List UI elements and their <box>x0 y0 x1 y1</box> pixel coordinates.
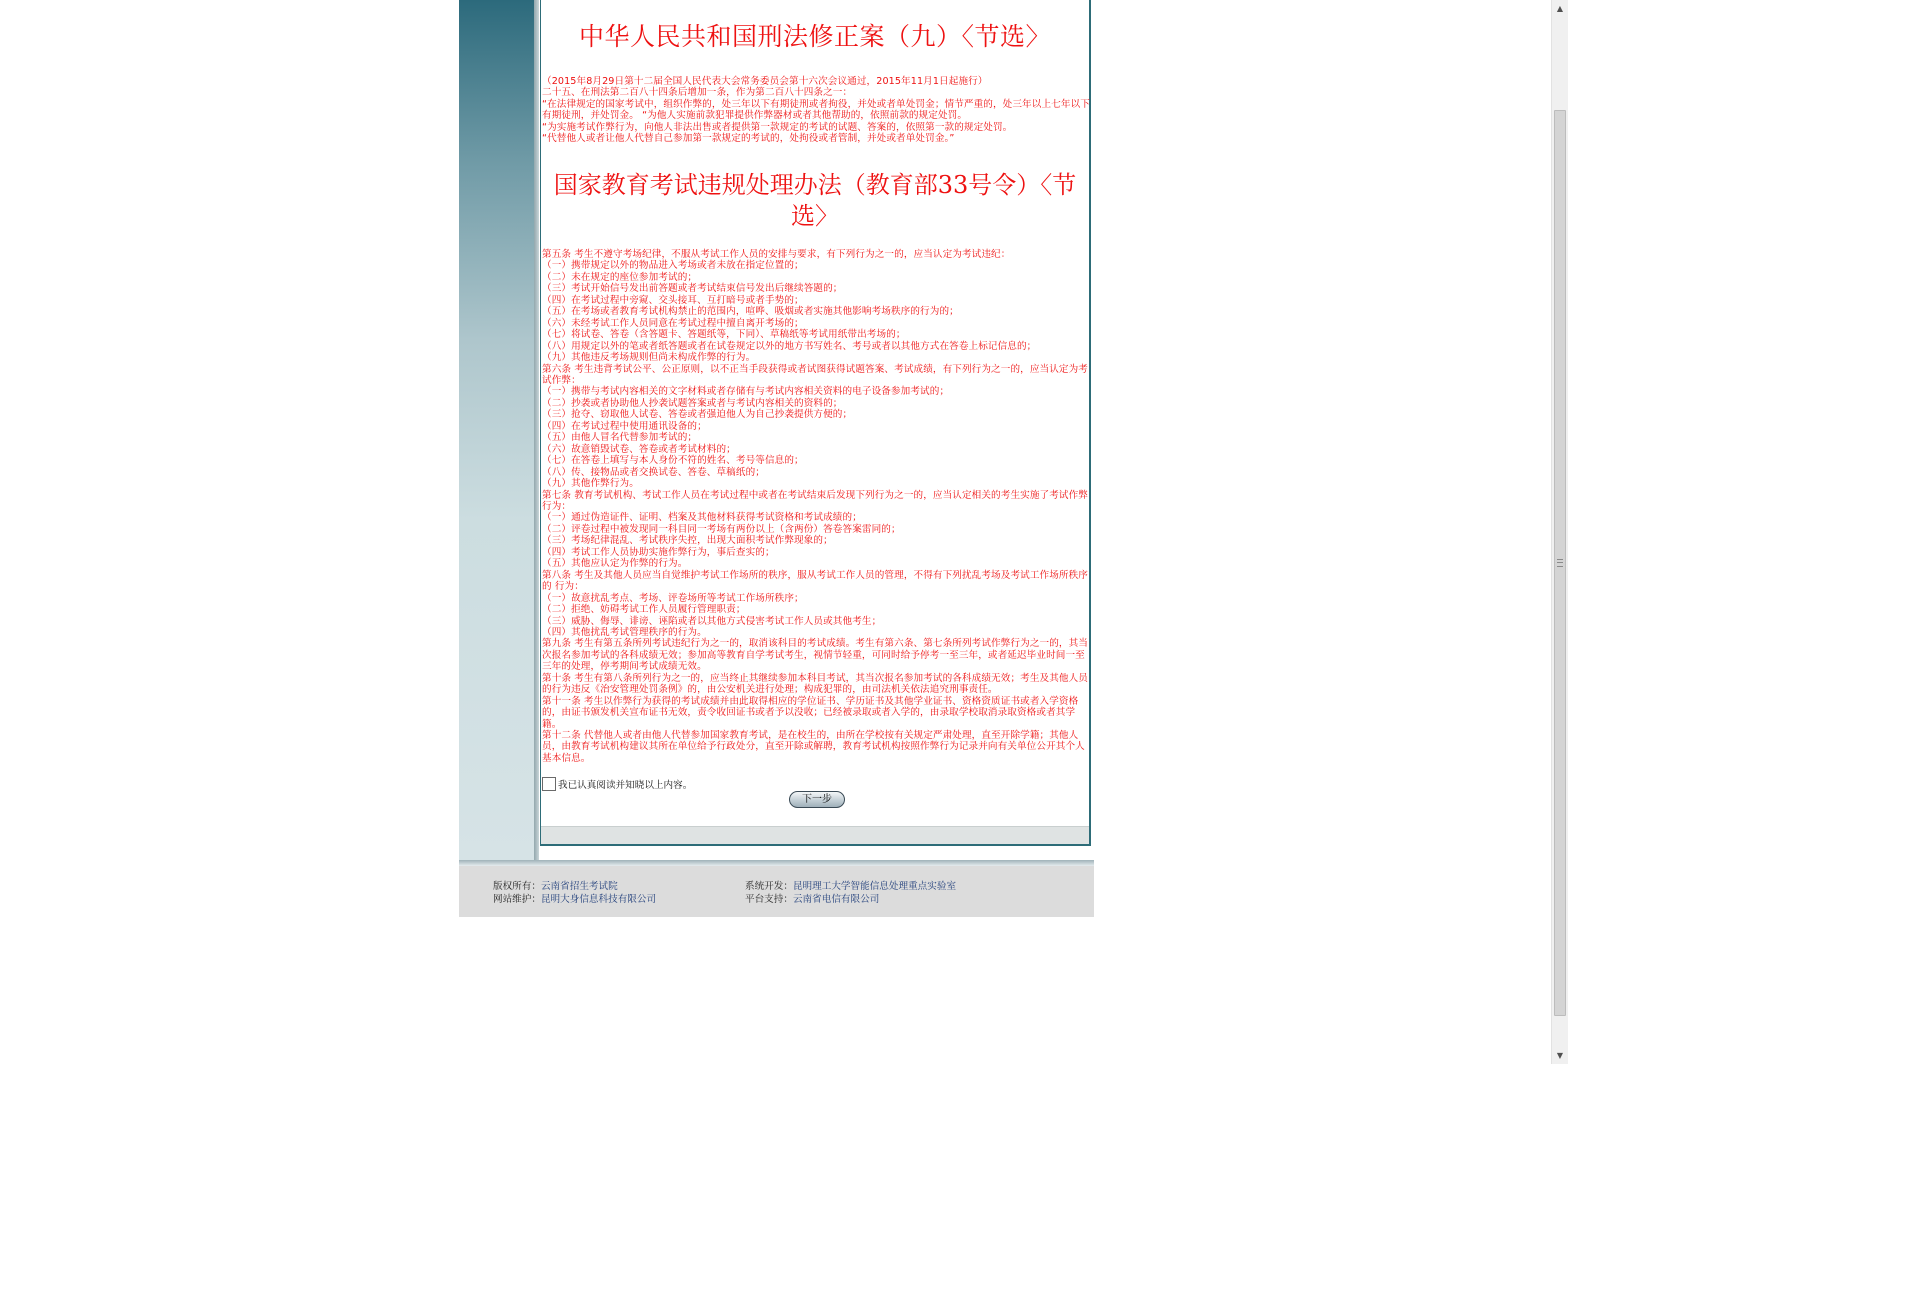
footer-platform <box>745 891 879 905</box>
rules-text-line: （三）威胁、侮辱、诽谤、诬陷或者以其他方式侵害考试工作人员或其他考生； <box>542 615 882 627</box>
left-panel-edge <box>534 0 539 860</box>
footer-platform-label: 平台支持： <box>745 894 793 905</box>
rules-text-line: （五）其他应认定为作弊的行为。 <box>542 558 688 570</box>
rules-text-line: 第十条 考生有第八条所列行为之一的，应当终止其继续参加本科目考试，其当次报名参加考试的各科成绩无效；考生及其他人员的行为违反《治安管理处罚条例》的，由公安机关进行处理；构成犯罪的，由司法机关依法追究刑事责任。 <box>542 672 1088 696</box>
rules-text-line: （九）其他违反考场规则但尚未构成作弊的行为。 <box>542 352 756 364</box>
rules-text-line: （九）其他作弊行为。 <box>542 478 639 490</box>
rules-text-line: （一）通过伪造证件、证明、档案及其他材料获得考试资格和考试成绩的； <box>542 512 862 524</box>
footer-copyright-value: 云南省招生考试院 <box>540 881 618 892</box>
rules-text-line: 第十二条 代替他人或者由他人代替参加国家教育考试，是在校生的，由所在学校按有关规定严肃处理，直至开除学籍；其他人员，由教育考试机构建议其所在单位给予行政处分，直至开除或解聘，教育考试机构按照作弊行为记录并向有关单位公开其个人基本信息。 <box>542 730 1085 764</box>
footer-copyright <box>493 878 618 892</box>
rules-text-line: （四）考试工作人员协助实施作弊行为，事后查实的； <box>542 546 775 558</box>
rules-text-line: （三）抢夺、窃取他人试卷、答卷或者强迫他人为自己抄袭提供方便的； <box>542 409 853 421</box>
law-text <box>542 76 1090 145</box>
rules-text-line: （一）故意扰乱考点、考场、评卷场所等考试工作场所秩序； <box>542 592 804 604</box>
footer-maintenance-label: 网站维护： <box>493 894 541 905</box>
rules-text-line: 第十一条 考生以作弊行为获得的考试成绩并由此取得相应的学位证书、学历证书及其他学业证书、资格资质证书或者入学资格的，由证书颁发机关宣布证书无效，责令收回证书或者予以没收；已经被录取或者入学的，由录取学校取消录取资格或者其学籍。 <box>542 695 1079 730</box>
footer-copyright-label: 版权所有： <box>493 881 541 892</box>
rules-text-line: （五）由他人冒名代替参加考试的； <box>542 432 698 444</box>
rules-title: 国家教育考试违规处理办法（教育部33号令）〈节选〉 <box>553 171 1077 230</box>
rules-text-line: （二）评卷过程中被发现同一科目同一考场有两份以上（含两份）答卷答案雷同的； <box>542 523 901 535</box>
law-text-line: （2015年8月29日第十二届全国人民代表大会常务委员会第十六次会议通过，2015年11月1日起施行） <box>542 76 988 87</box>
rules-text-line: （一）携带规定以外的物品进入考场或者未放在指定位置的； <box>542 260 804 272</box>
rules-text-line: （二）拒绝、妨碍考试工作人员履行管理职责； <box>542 604 746 616</box>
footer-developer-label: 系统开发： <box>745 881 793 892</box>
rules-text-line: （五）在考场或者教育考试机构禁止的范围内，喧哗、吸烟或者实施其他影响考场秩序的行为的； <box>542 306 959 318</box>
rules-text-line: （七）将试卷、答卷（含答题卡、答题纸等，下同）、草稿纸等考试用纸带出考场的； <box>542 329 906 341</box>
vertical-scrollbar[interactable] <box>1551 0 1568 1064</box>
rules-text-line: （二）未在规定的座位参加考试的； <box>542 271 698 283</box>
agreement-label[interactable]: 我已认真阅读并知晓以上内容。 <box>558 780 693 791</box>
law-text-line: “在法律规定的国家考试中，组织作弊的，处三年以下有期徒刑或者拘役，并处或者单处罚金；情节严重的，处三年以上七年以下有期徒刑，并处罚金。 “为他人实施前款犯罪提供作弊器材或者其他帮助的，依照前款的规定处罚。 <box>542 98 1090 122</box>
rules-text-line: （二）抄袭或者协助他人抄袭试题答案或者与考试内容相关的资料的； <box>542 397 843 409</box>
rules-text-line: 第七条 教育考试机构、考试工作人员在考试过程中或者在考试结束后发现下列行为之一的，应当认定相关的考生实施了考试作弊行为： <box>542 489 1088 512</box>
left-decorative-panel <box>459 0 534 860</box>
rules-text-line: （三）考场纪律混乱、考试秩序失控，出现大面积考试作弊现象的； <box>542 535 833 547</box>
law-title: 中华人民共和国刑法修正案（九）〈节选〉 <box>578 22 1051 51</box>
rules-text <box>542 249 1090 764</box>
rules-text-line: 第五条 考生不遵守考场纪律，不服从考试工作人员的安排与要求，有下列行为之一的，应当认定为考试违纪： <box>542 249 1011 260</box>
page-frame <box>459 0 1094 917</box>
site-footer <box>459 866 1094 917</box>
rules-text-line: （八）传、接物品或者交换试卷、答卷、草稿纸的； <box>542 466 765 478</box>
rules-text-line: （四）在考试过程中旁窥、交头接耳、互打暗号或者手势的； <box>542 294 804 306</box>
law-text-line: 二十五、在刑法第二百八十四条后增加一条，作为第二百八十四条之一： <box>542 87 853 99</box>
rules-text-line: （一）携带与考试内容相关的文字材料或者存储有与考试内容相关资料的电子设备参加考试的； <box>542 386 950 398</box>
law-text-line: “代替他人或者让他人代替自己参加第一款规定的考试的，处拘役或者管制，并处或者单处罚金。” <box>542 133 955 145</box>
scroll-down-arrow-icon[interactable]: ▼ <box>1556 1051 1564 1060</box>
agreement-checkbox[interactable] <box>542 777 556 791</box>
footer-developer <box>745 878 956 892</box>
scrollbar-grip-icon <box>1557 559 1563 567</box>
scrollbar-thumb[interactable] <box>1554 110 1566 1016</box>
scroll-up-arrow-icon[interactable]: ▲ <box>1556 4 1564 13</box>
footer-maintenance-value: 昆明大身信息科技有限公司 <box>540 894 657 905</box>
rules-text-line: 第六条 考生违背考试公平、公正原则，以不正当手段获得或者试图获得试题答案、考试成绩，有下列行为之一的，应当认定为考试作弊： <box>542 363 1088 386</box>
next-step-button[interactable]: 下一步 <box>789 791 845 808</box>
content-bottom-bar <box>541 826 1089 844</box>
rules-text-line: 第八条 考生及其他人员应当自觉维护考试工作场所的秩序，服从考试工作人员的管理，不得有下列扰乱考场及考试工作场所秩序的 行为： <box>542 569 1088 593</box>
rules-text-line: 第九条 考生有第五条所列考试违纪行为之一的，取消该科目的考试成绩。考生有第六条、第七条所列考试作弊行为之一的，其当次报名参加考试的各科成绩无效；参加高等教育自学考试考生，视情节轻重，可同时给予停考一至三年，或者延迟毕业时间一至三年的处理，停考期间考试成绩无效。 <box>542 638 1088 673</box>
footer-developer-value: 昆明理工大学智能信息处理重点实验室 <box>792 881 957 892</box>
rules-text-line: （六）未经考试工作人员同意在考试过程中擅自离开考场的； <box>542 317 804 329</box>
rules-text-line: （三）考试开始信号发出前答题或者考试结束信号发出后继续答题的； <box>542 283 843 295</box>
rules-text-line: （四）在考试过程中使用通讯设备的； <box>542 420 707 432</box>
rules-text-line: （六）故意销毁试卷、答卷或者考试材料的； <box>542 443 736 455</box>
footer-platform-value: 云南省电信有限公司 <box>792 894 880 905</box>
rules-text-line: （七）在答卷上填写与本人身份不符的姓名、考号等信息的； <box>542 455 804 467</box>
agreement-row <box>542 776 692 792</box>
law-text-line: “为实施考试作弊行为，向他人非法出售或者提供第一款规定的考试的试题、答案的，依照第一款的规定处罚。 <box>542 121 1013 133</box>
content-box <box>540 0 1091 846</box>
rules-text-line: （四）其他扰乱考试管理秩序的行为。 <box>542 626 707 638</box>
rules-text-line: （八）用规定以外的笔或者纸答题或者在试卷规定以外的地方书写姓名、考号或者以其他方式在答卷上标记信息的； <box>542 340 1037 352</box>
footer-maintenance <box>493 891 656 905</box>
